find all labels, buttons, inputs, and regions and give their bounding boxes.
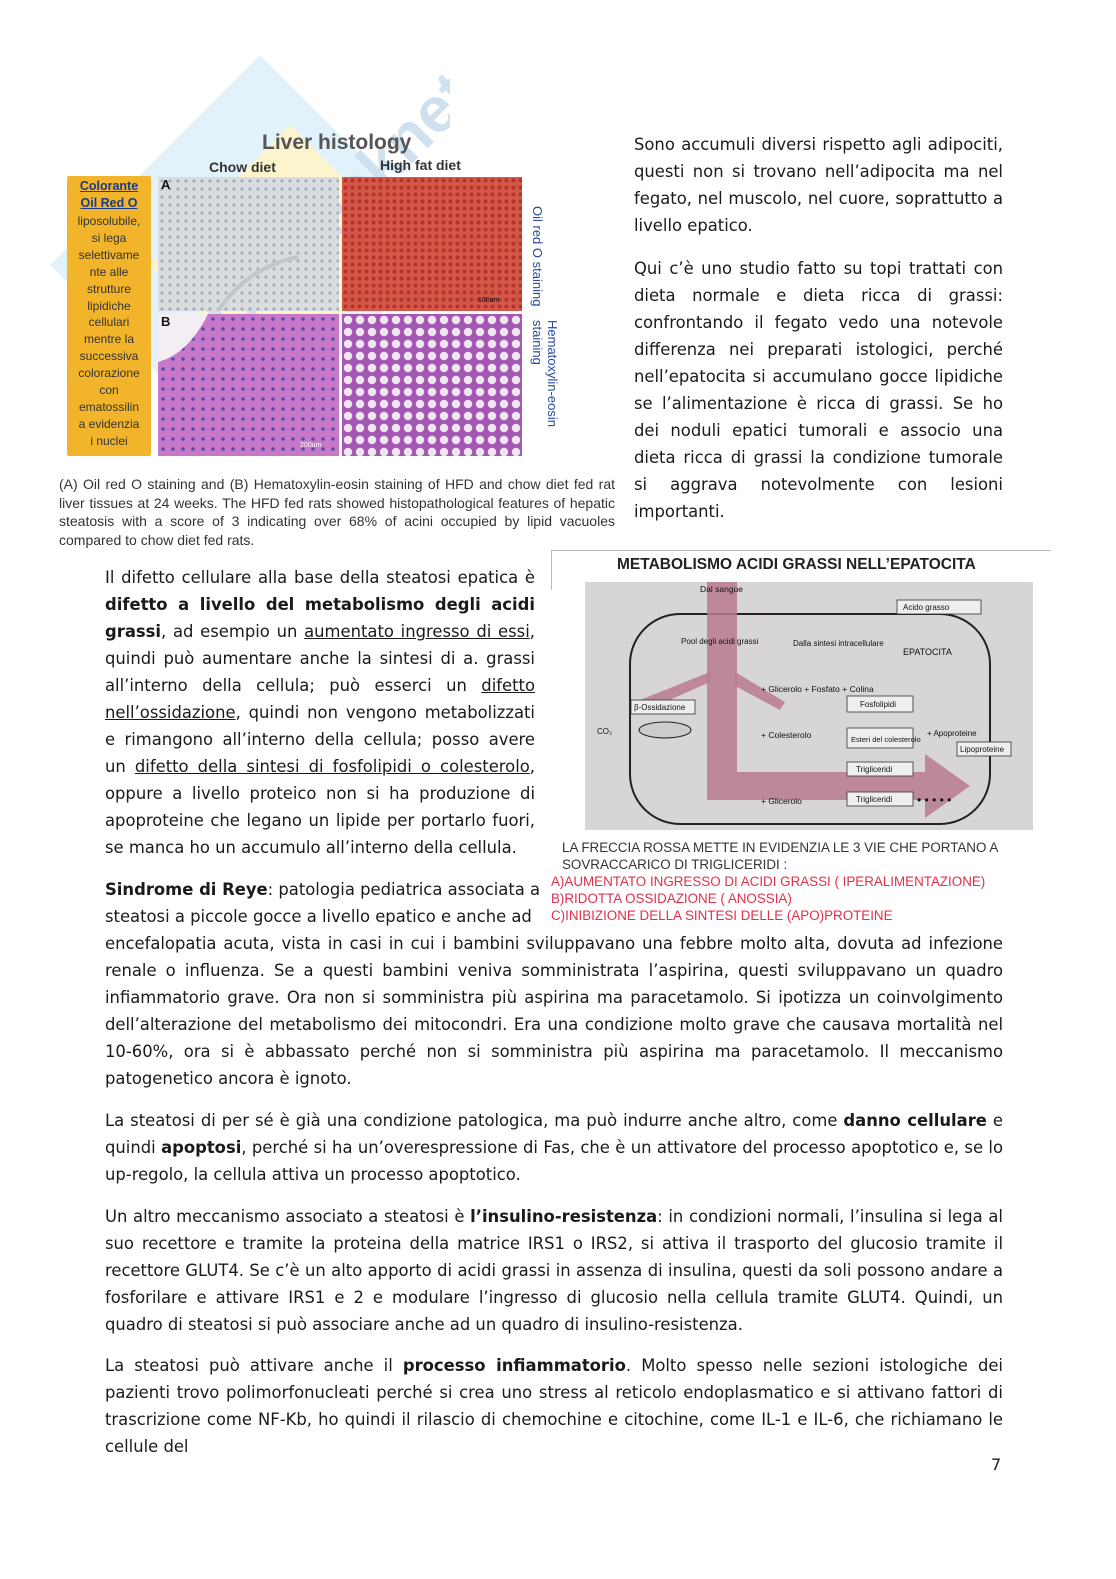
high-fat-diet-label: High fat diet — [380, 157, 461, 173]
paragraph-reye-start: Sindrome di Reye: patologia pediatrica associata a steatosi a piccole gocce a livello epatico e anche ad — [105, 880, 541, 926]
label-lipoproteine: Lipoproteine — [960, 745, 1005, 754]
legend-line: colorazione — [78, 366, 140, 381]
label-colesterolo: + Colesterolo — [761, 730, 812, 740]
label-acido-grasso: Acido grasso — [903, 603, 950, 612]
oil-red-row-label: Oil red O staining — [530, 206, 545, 307]
hfd-he-image — [342, 314, 522, 456]
label-epatocita: EPATOCITA — [903, 647, 952, 657]
legend-line: ematossilin — [78, 399, 140, 414]
legend-line: nte alle — [89, 264, 129, 279]
legend-line: liposolubile, — [77, 214, 141, 228]
histology-caption: (A) Oil red O staining and (B) Hematoxylin-eosin staining of HFD and chow diet fed rat liver tissues at 24 weeks. The HFD fed rats showed histopathological features of hepatic steatosis with a score of 3 indicating over 68% of acini occupied by lipid vacuoles compared to chow diet fed rats. — [59, 476, 615, 548]
paragraph-insulino-resistenza: Un altro meccanismo associato a steatosi è l’insulino-resistenza: in condizioni normali, l’insulina si lega al suo recettore e tramite la proteina della matrice IRS1 o IRS2, si attiva il trasporto del glucosio tramite il recettore GLUT4. Se c’è un alto apporto di acidi grassi in assenza di insulina, questi da soli possono andare a fosforilare e attivare IRS1 e 2 e modulare l’ingresso di glucosio nella cellula tramite GLUT4. Quindi, un quadro di steatosi si può associare anche ad un quadro di insulino-resistenza. — [105, 1207, 1003, 1334]
legend-line: selettivame — [78, 247, 140, 262]
legend-line: lipidiche — [87, 298, 131, 313]
oil-red-legend-box — [67, 176, 151, 456]
paragraph-accumuli: Sono accumuli diversi rispetto agli adipociti, questi non si trovano nell’adipocita ma nel fegato, nel muscolo, nel cuore, soprattutto a livello epatico. — [634, 135, 1003, 235]
label-dalla-sintesi: Dalla sintesi intracellulare — [793, 639, 884, 648]
label-beta-ossidazione: β-Ossidazione — [634, 703, 686, 712]
paragraph-studio: Qui c’è uno studio fatto su topi trattati con dieta normale e dieta ricca di grassi: confrontando il fegato vedo una notevole differenza nei preparati istologici, perché nell’epatocita si accumulano gocce lipidiche se l’alimentazione è ricca di grassi. Se ho dei noduli epatici tumorali e associo una dieta ricca di grassi la condizione tumorale si aggrava notevolmente con lesioni importanti. — [634, 259, 1003, 521]
tissue-texture — [342, 177, 522, 311]
legend-line: successiva — [79, 349, 139, 364]
legend-line: a evidenzia — [78, 416, 140, 431]
figure-border — [551, 550, 1051, 551]
mitochondrion-icon — [639, 722, 691, 738]
caption-item-c: C)INIBIZIONE DELLA SINTESI DELLE (APO)PROTEINE — [551, 908, 893, 923]
paragraph-apoptosi: La steatosi di per sé è già una condizione patologica, ma può indurre anche altro, come danno cellulare e quindi apoptosi, perché si ha un’overespressione di Fas, che è un attivatore del processo apoptotico e, se lo up-regolo, la cellula attiva un processo apoptotico. — [105, 1111, 1004, 1184]
label-dal-sangue: Dal sangue — [700, 584, 744, 594]
page-number: 7 — [991, 1455, 1002, 1474]
figure-border — [551, 550, 552, 590]
label-pool: Pool degli acidi grassi — [681, 637, 759, 646]
tissue-texture — [158, 177, 339, 311]
label-glicerolo-fosfato-colina: + Glicerolo + Fosfato + Colina — [761, 684, 874, 694]
label-esteri: Esteri del colesterolo — [851, 735, 921, 744]
metabolism-caption-list — [551, 873, 1021, 924]
chow-diet-he-image — [158, 314, 339, 456]
metabolism-caption: LA FRECCIA ROSSA METTE IN EVIDENZIA LE 3 VIE CHE PORTANO A SOVRACCARICO DI TRIGLICERIDI : — [562, 840, 998, 872]
dots: • • • • • — [917, 793, 952, 807]
legend-title-line2: Oil Red O — [80, 195, 138, 210]
tissue-texture — [342, 314, 522, 456]
legend-line: con — [99, 383, 119, 398]
chow-diet-label: Chow diet — [209, 159, 276, 175]
legend-line: strutture — [86, 281, 131, 296]
legend-title-line1: Colorante — [79, 179, 139, 193]
legend-line: mentre la — [83, 332, 135, 347]
scale-bar-label: 200um — [300, 442, 322, 449]
legend-text — [67, 213, 151, 450]
chow-diet-oil-red-image — [158, 177, 339, 311]
legend-line: si lega — [91, 230, 127, 245]
paragraph-infiammatorio: La steatosi può attivare anche il processo infiammatorio. Molto spesso nelle sezioni istologiche dei pazienti trovo polimorfonucleati perché si crea uno stress al reticolo endoplasmatico e si attivano fattori di trascrizione come NF-Kb, ho quindi il rilascio di chemochine e citochine, come IL-1 e IL-6, che richiamano le cellule del — [105, 1356, 1003, 1456]
caption-item-a: A)AUMENTATO INGRESSO DI ACIDI GRASSI ( IPERALIMENTAZIONE) — [551, 874, 986, 889]
tissue-texture — [158, 314, 339, 456]
caption-item-b: B)RIDOTTA OSSIDAZIONE ( ANOSSIA) — [551, 891, 792, 906]
label-co2: CO₂ — [597, 727, 613, 736]
scale-bar-label: 100um — [478, 297, 500, 304]
label-trigliceridi-1: Trigliceridi — [856, 765, 893, 774]
legend-title — [67, 178, 151, 211]
paragraph-reye-rest: encefalopatia acuta, vista in casi in cui i bambini sviluppavano una febbre molto alta, dovuta ad infezione renale o influenza. Se a questi bambini veniva somministrata l’aspirina, questi sviluppavano un quadro infiammatorio grave. Ora non si somministra più aspirina ma paracetamolo. Si ipotizza un coinvolgimento dell’alterazione del metabolismo dei mitocondri. Era una condizione molto grave che causava mortalità nel 10-60%, ora si è abbassato perché non si somministra più aspirina ma paracetamolo. Il meccanismo patogenetico ancora è ignoto. — [105, 934, 1003, 1088]
hfd-oil-red-image — [342, 177, 522, 311]
histology-title: Liver histology — [262, 131, 412, 154]
legend-line: i nuclei — [90, 433, 128, 448]
panel-letter-b: B — [161, 314, 171, 329]
label-apoproteine: + Apoproteine — [927, 729, 977, 738]
metabolism-diagram — [585, 582, 1033, 830]
he-row-label: Hematoxylin-eosin staining — [530, 320, 560, 427]
label-trigliceridi-2: Trigliceridi — [856, 795, 893, 804]
label-glicerolo: + Glicerolo — [761, 796, 802, 806]
legend-line: cellulari — [88, 315, 130, 330]
panel-letter-a: A — [161, 177, 171, 192]
label-fosfolipidi: Fosfolipidi — [860, 700, 897, 709]
paragraph-difetto-cellulare: Il difetto cellulare alla base della steatosi epatica è difetto a livello del metabolismo degli acidi grassi, ad esempio un aumentato ingresso di essi, quindi può aumentare anche la sintesi di a. grassi all’interno della cellula; può esserci un difetto nell’ossidazione, quindi non vengono metabolizzati e rimangono all’interno della cellula; posso avere un difetto della sintesi di fosfolipidi o colesterolo, oppure a livello proteico non si ha produzione di apoproteine che legano un lipide per portarlo fuori, se manca ho un accumulo all’interno della cellula. — [105, 568, 535, 857]
metabolism-title: METABOLISMO ACIDI GRASSI NELL’EPATOCITA — [617, 556, 976, 573]
